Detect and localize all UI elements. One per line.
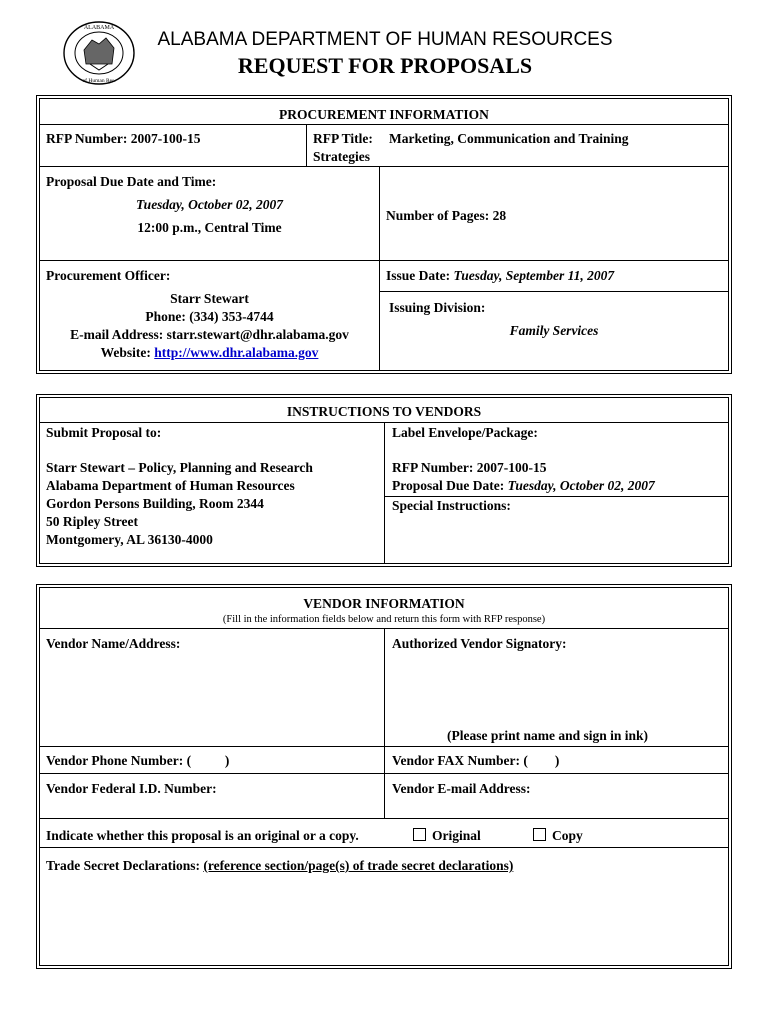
- instructions-heading: INSTRUCTIONS TO VENDORS: [286, 404, 482, 419]
- label-due-value: Tuesday, October 02, 2007: [507, 478, 655, 493]
- original-checkbox[interactable]: [413, 828, 426, 841]
- submit-address-1: Starr Stewart – Policy, Planning and Research: [46, 460, 313, 475]
- submit-address-4: 50 Ripley Street: [46, 514, 138, 529]
- due-date-label: Proposal Due Date and Time:: [46, 174, 217, 189]
- submit-label: Submit Proposal to:: [46, 425, 162, 440]
- special-instructions-label: Special Instructions:: [392, 498, 511, 513]
- officer-name: Starr Stewart: [170, 291, 249, 306]
- vendor-phone-label: Vendor Phone Number: ( ): [46, 753, 230, 768]
- issue-date-value: Tuesday, September 11, 2007: [453, 268, 615, 283]
- trade-secret-reference: (reference section/page(s) of trade secret declarations): [203, 858, 514, 873]
- division-label: Issuing Division:: [389, 300, 486, 315]
- agency-name: ALABAMA DEPARTMENT OF HUMAN RESOURCES: [157, 29, 613, 50]
- document-title: REQUEST FOR PROPOSALS: [237, 53, 533, 78]
- rfp-number: RFP Number: 2007-100-15: [46, 131, 201, 146]
- submit-address-2: Alabama Department of Human Resources: [46, 478, 295, 493]
- officer-website: [39, 344, 380, 362]
- trade-secret-declarations: [46, 857, 513, 875]
- label-heading: Label Envelope/Package:: [392, 425, 538, 440]
- vendor-fed-id-label: Vendor Federal I.D. Number:: [46, 781, 217, 796]
- svg-text:ALABAMA: ALABAMA: [83, 25, 115, 31]
- copy-option[interactable]: [533, 827, 583, 845]
- original-label: Original: [432, 828, 481, 843]
- vendor-signatory-label: Authorized Vendor Signatory:: [392, 636, 567, 651]
- label-rfp-number: RFP Number: 2007-100-15: [392, 460, 547, 475]
- vendor-name-label: Vendor Name/Address:: [46, 636, 181, 651]
- label-due-date: [392, 477, 655, 495]
- rfp-title-line2: Strategies: [313, 149, 370, 164]
- copy-label: Copy: [552, 828, 583, 843]
- officer-label: Procurement Officer:: [46, 268, 171, 283]
- trade-secret-label: Trade Secret Declarations:: [46, 858, 204, 873]
- rfp-title-line1: Marketing, Communication and Training: [389, 131, 629, 146]
- copy-checkbox[interactable]: [533, 828, 546, 841]
- svg-text:of Human Res.: of Human Res.: [82, 78, 116, 84]
- original-copy-prompt: Indicate whether this proposal is an original or a copy.: [46, 828, 359, 843]
- print-name-note: (Please print name and sign in ink): [447, 728, 649, 743]
- vendor-subheading: (Fill in the information fields below and return this form with RFP response): [222, 614, 546, 625]
- state-seal-logo: [62, 20, 136, 86]
- original-option[interactable]: [413, 827, 481, 845]
- website-label: Website:: [100, 345, 155, 360]
- submit-address-5: Montgomery, AL 36130-4000: [46, 532, 213, 547]
- issue-date: [386, 267, 614, 285]
- officer-email: E-mail Address: starr.stewart@dhr.alabama.gov: [70, 327, 349, 342]
- vendor-email-label: Vendor E-mail Address:: [392, 781, 531, 796]
- issue-date-label: Issue Date:: [386, 268, 451, 283]
- due-time-value: 12:00 p.m., Central Time: [137, 220, 282, 235]
- division-value: Family Services: [509, 323, 599, 338]
- procurement-heading: PROCUREMENT INFORMATION: [279, 107, 489, 122]
- rfp-title-label: RFP Title:: [313, 131, 373, 146]
- number-of-pages: Number of Pages: 28: [386, 208, 507, 223]
- vendor-fax-label: Vendor FAX Number: ( ): [392, 753, 560, 768]
- officer-phone: Phone: (334) 353-4744: [145, 309, 274, 324]
- website-link[interactable]: http://www.dhr.alabama.gov: [154, 345, 319, 360]
- vendor-heading: VENDOR INFORMATION: [303, 596, 465, 611]
- submit-address-3: Gordon Persons Building, Room 2344: [46, 496, 264, 511]
- due-date-value: Tuesday, October 02, 2007: [135, 197, 284, 212]
- label-due-label: Proposal Due Date:: [392, 478, 505, 493]
